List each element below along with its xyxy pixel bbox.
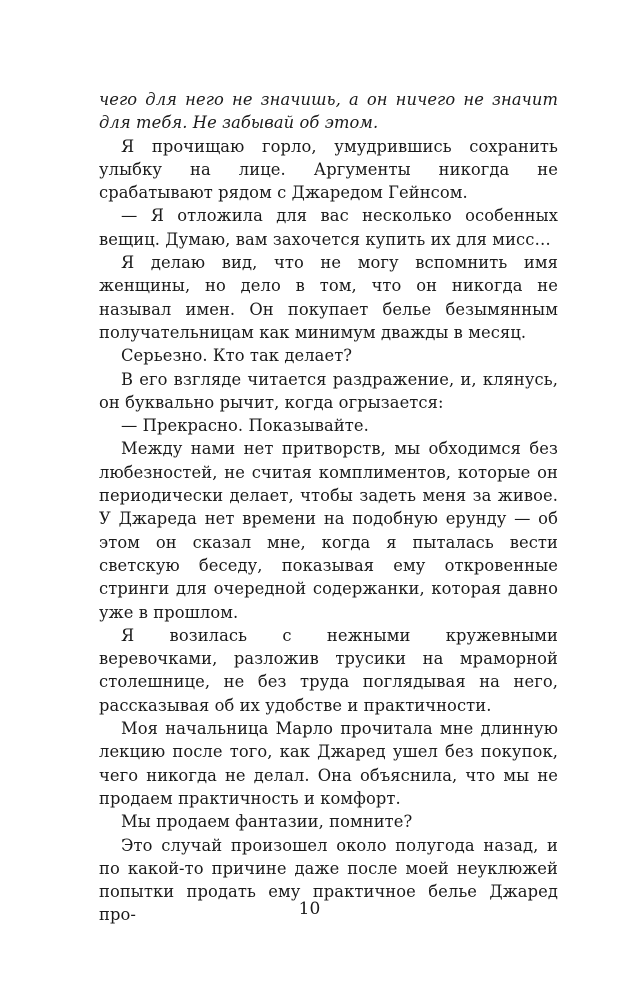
page-number: 10 [298,899,321,919]
paragraph: Это случай произошел около полугода назад, и по какой-то причине даже после моей неуклюжей попытки продать ему практичное белье Джаред про- [99,835,558,925]
paragraph-continuation: чего для него не значишь, а он ничего не значит для тебя. Не забывай об этом. [99,90,558,133]
paragraph: В его взгляде читается раздражение, и, клянусь, он буквально рычит, когда огрызается: [99,369,558,412]
paragraph: Я прочищаю горло, умудрившись сохранить улыбку на лице. Аргументы никогда не срабатывают рядом с Джаредом Гейнсом. [99,136,558,203]
paragraph: Я возилась с нежными кружевными веревочками, разложив трусики на мраморной столешнице, не без труда поглядывая на него, рассказывая об их удобстве и практичности. [99,625,558,715]
paragraph: Моя начальница Марло прочитала мне длинную лекцию после того, как Джаред ушел без покупок, чего никогда не делал. Она объяснила, что мы не продаем практичность и комфорт. [99,719,558,808]
body-text [99,88,558,927]
paragraph: Серьезно. Кто так делает? [121,346,353,366]
paragraph: Между нами нет притворств, мы обходимся без любезностей, не считая комплиментов, которые он периодически делает, чтобы задеть меня за живое. У Джареда нет времени на подобную ерунду — об этом он сказал мне, когда я пыталась вести светскую беседу, показывая ему откровенные стринги для очередной содержанки, которая давно уже в прошлом. [99,439,558,622]
paragraph: Мы продаем фантазии, помните? [121,812,413,832]
paragraph-dialogue: — Прекрасно. Показывайте. [121,416,369,436]
paragraph-dialogue: — Я отложила для вас несколько особенных вещиц. Думаю, вам захочется купить их для мисс… [99,206,558,249]
paragraph: Я делаю вид, что не могу вспомнить имя женщины, но дело в том, что он никогда не называл имен. Он покупает белье безымянным получательницам как минимум дважды в месяц. [99,253,558,342]
